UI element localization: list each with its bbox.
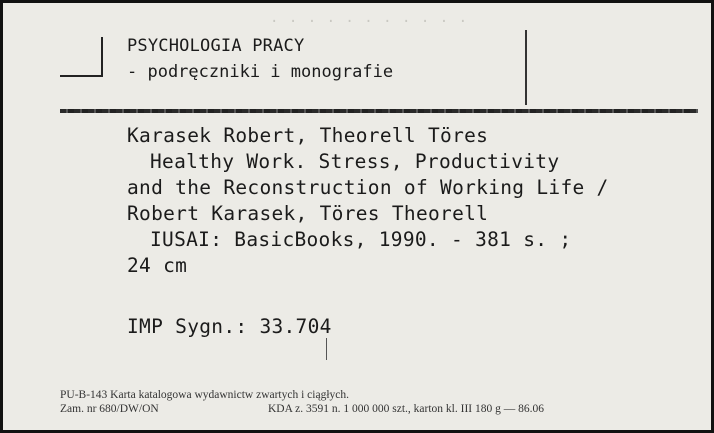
footer-print-info: KDA z. 3591 n. 1 000 000 szt., karton kl. III 180 g — 86.06 [268,403,544,415]
entry-dimensions: 24 cm [127,254,188,277]
entry-authors: Karasek Robert, Theorell Töres [127,124,489,147]
entry-title-cont: and the Reconstruction of Working Life / [127,176,609,199]
faded-stamp-text: · · · · · · · · · · · [270,14,469,30]
entry-publication: IUSAI: BasicBooks, 1990. - 381 s. ; [150,228,572,251]
subject-heading: PSYCHOLOGIA PRACY [127,36,305,56]
left-vertical-mark [101,37,103,77]
pencil-tick [326,338,327,360]
right-vertical-mark [525,30,527,105]
divider-rule [60,109,698,113]
entry-title: Healthy Work. Stress, Productivity [150,150,560,173]
footer-order-number: Zam. nr 680/DW/ON [60,403,159,415]
subject-subheading: - podręczniki i monografie [127,62,394,82]
entry-responsibility: Robert Karasek, Töres Theorell [127,202,489,225]
left-horizontal-mark [60,75,102,77]
footer-form-id: PU-B-143 Karta katalogowa wydawnictw zwartych i ciągłych. [60,389,350,401]
call-number: IMP Sygn.: 33.704 [127,315,332,338]
